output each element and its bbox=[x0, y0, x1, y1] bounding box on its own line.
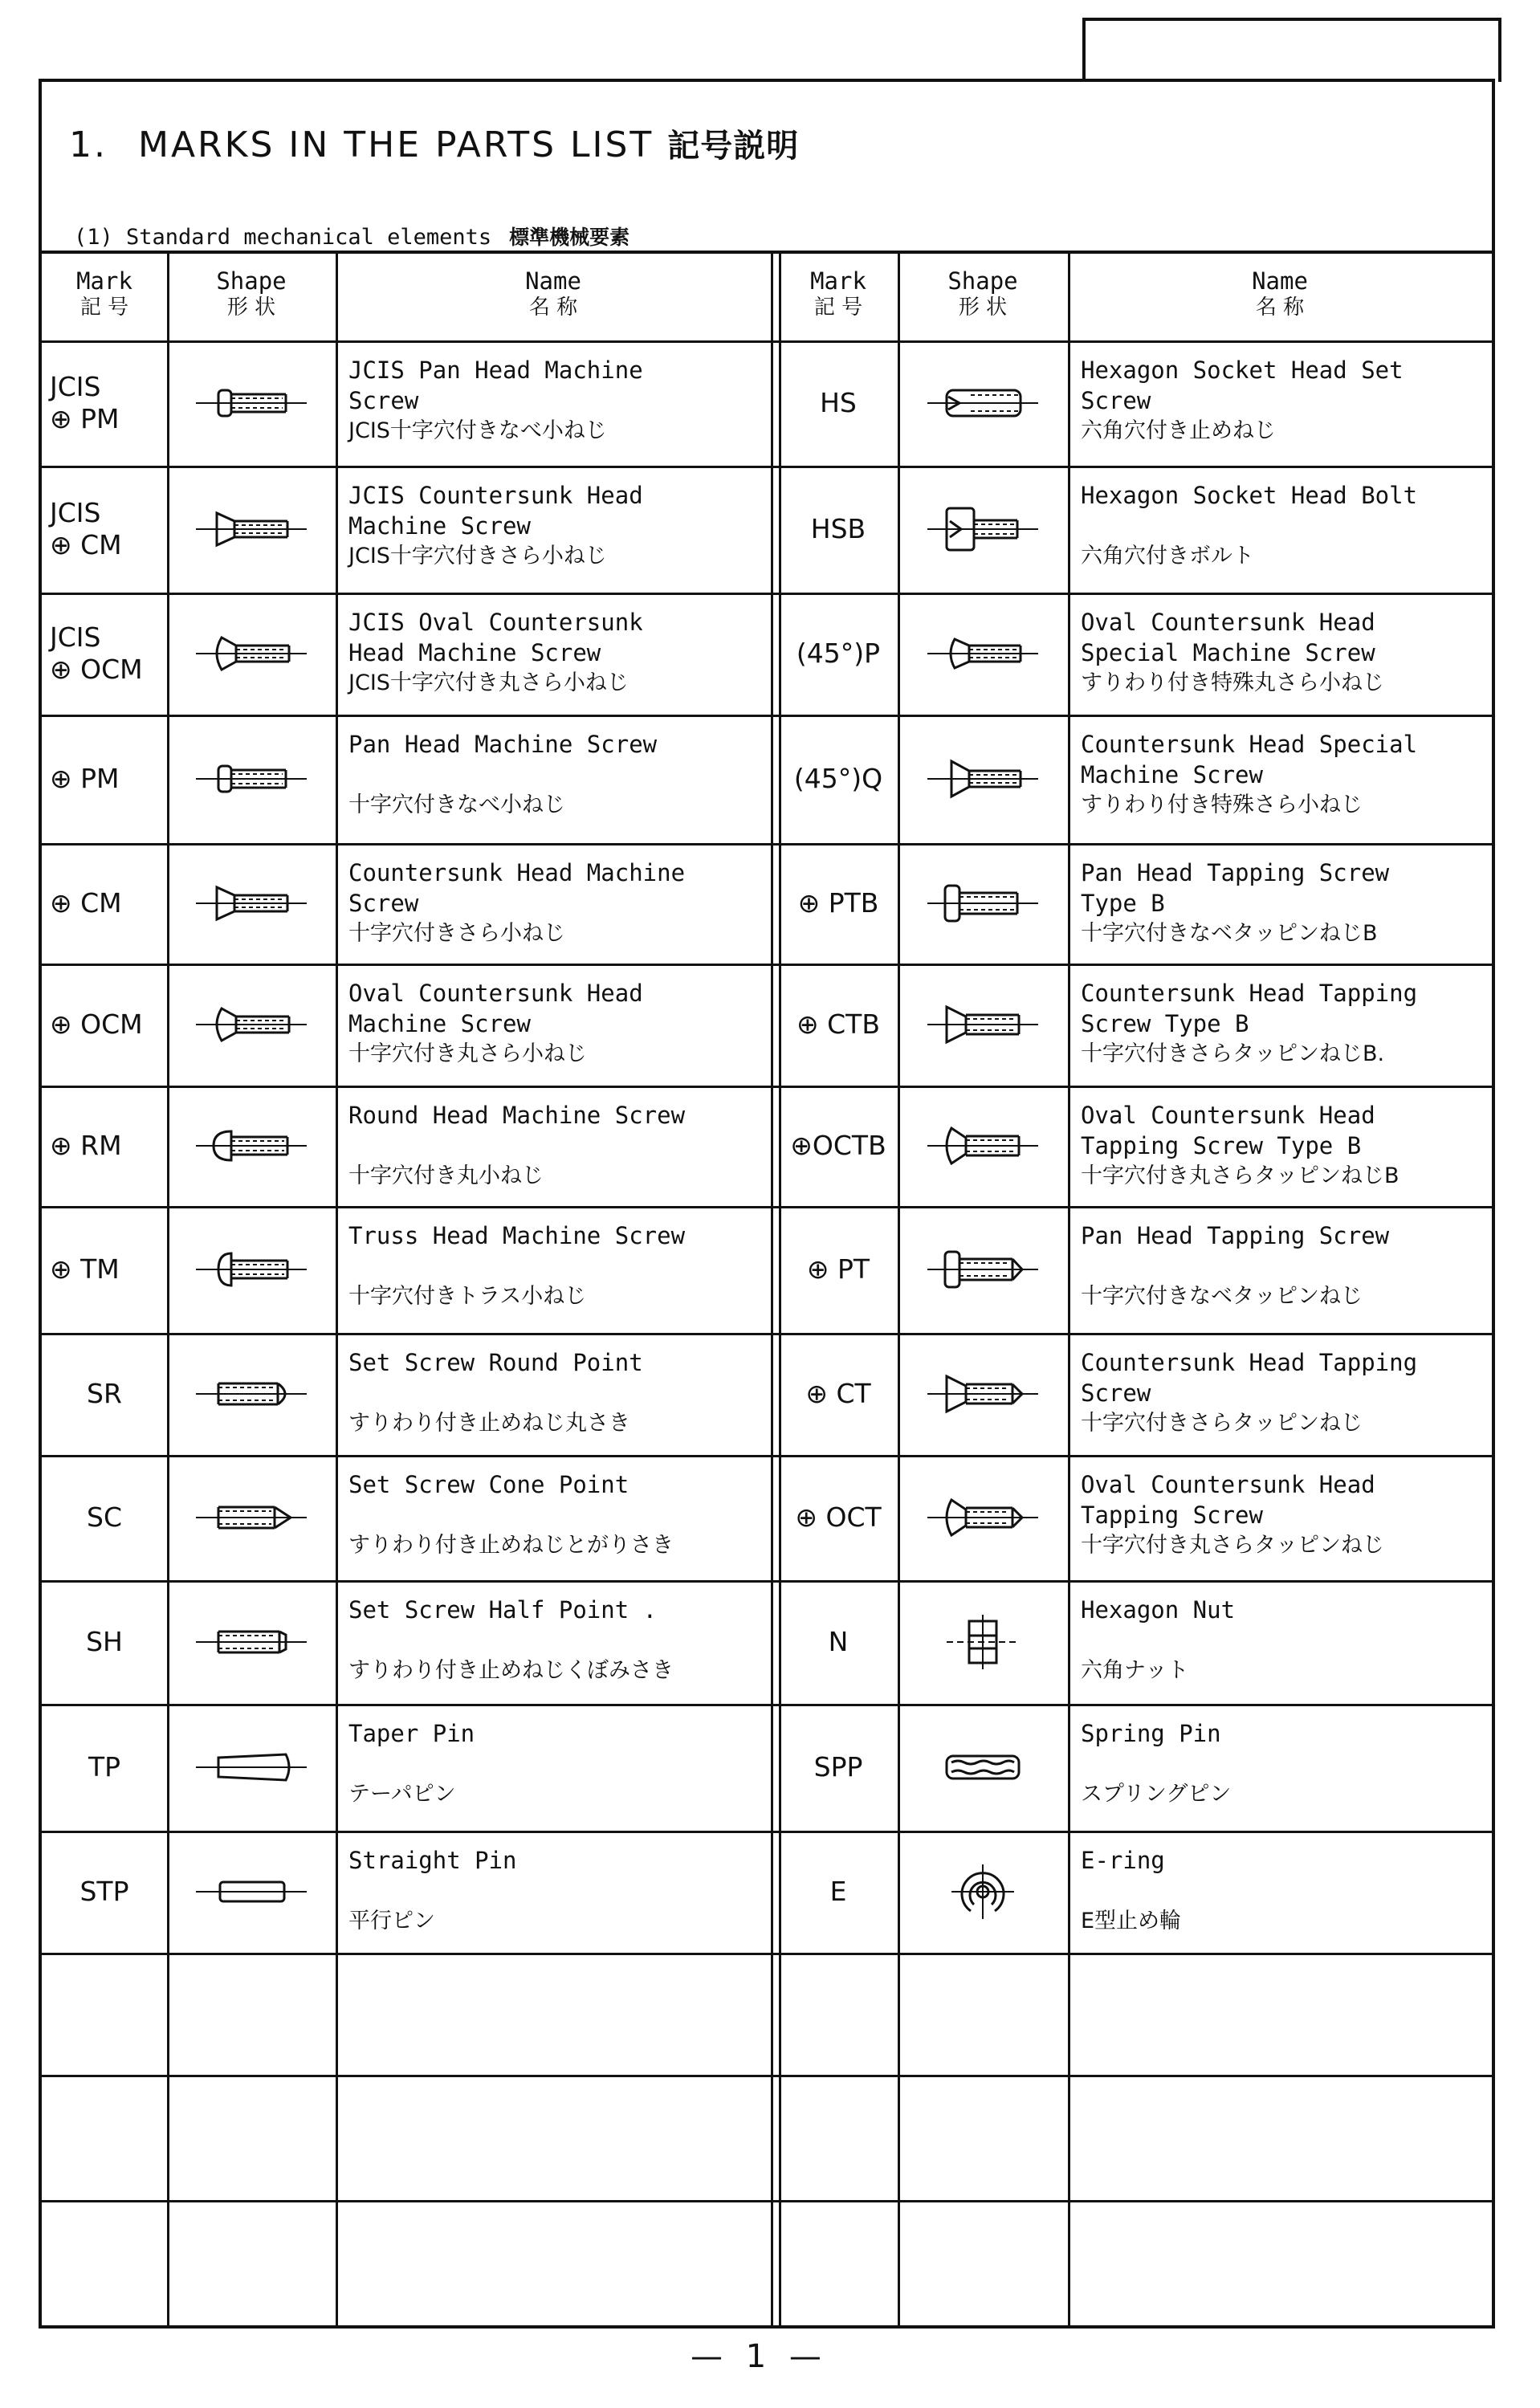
row-divider bbox=[42, 466, 1492, 468]
row-divider bbox=[42, 1704, 1492, 1706]
name-english: Round Head Machine Screw bbox=[348, 1102, 686, 1129]
set-screw-half-icon bbox=[191, 1613, 312, 1671]
name-english: Taper Pin bbox=[348, 1720, 475, 1747]
column-divider bbox=[898, 251, 900, 2327]
header-name-right-jp: 名 称 bbox=[1255, 295, 1305, 320]
name-english: Countersunk Head Special bbox=[1081, 731, 1418, 758]
mark-code: (45°)P bbox=[796, 638, 881, 669]
header-shape-right-en: Shape bbox=[947, 267, 1018, 295]
mark-code: JCIS bbox=[50, 621, 101, 653]
section-label-japanese: 標準機械要素 bbox=[509, 226, 630, 249]
shape-cell bbox=[191, 374, 312, 432]
name-cell bbox=[1081, 1100, 1399, 1192]
name-japanese: 十字穴付きトラス小ねじ bbox=[348, 1284, 587, 1309]
countersunk-tapping-screw-b-icon bbox=[923, 996, 1043, 1053]
mark-code: ⊕ RM bbox=[50, 1130, 122, 1161]
mark-code: SC bbox=[87, 1501, 122, 1533]
name-english: Set Screw Half Point . bbox=[348, 1596, 658, 1624]
mark-code: ⊕ PTB bbox=[797, 887, 879, 919]
name-english bbox=[1081, 511, 1417, 541]
shape-cell bbox=[923, 374, 1043, 432]
name-japanese: JCIS十字穴付きなべ小ねじ bbox=[348, 418, 607, 443]
name-japanese: 十字穴付き丸さら小ねじ bbox=[348, 1041, 587, 1066]
row-divider bbox=[42, 1953, 1492, 1955]
name-cell bbox=[348, 1469, 674, 1561]
name-cell bbox=[348, 978, 643, 1070]
name-english: Straight Pin bbox=[348, 1847, 517, 1874]
shape-cell bbox=[923, 1241, 1043, 1298]
mark-cell bbox=[787, 1130, 890, 1162]
mark-cell bbox=[50, 497, 159, 561]
title-number: 1. bbox=[69, 124, 108, 165]
name-english: Set Screw Cone Point bbox=[348, 1471, 629, 1498]
name-english: Machine Screw bbox=[1081, 761, 1263, 788]
name-cell bbox=[348, 858, 685, 949]
name-cell bbox=[1081, 858, 1389, 949]
row-divider bbox=[42, 2200, 1492, 2202]
header-shape-right bbox=[898, 268, 1068, 321]
name-english: Screw bbox=[1081, 1379, 1151, 1407]
name-english: Machine Screw bbox=[348, 512, 531, 540]
name-cell bbox=[348, 1718, 475, 1810]
column-divider bbox=[1068, 251, 1070, 2327]
row-divider bbox=[42, 964, 1492, 966]
hex-socket-bolt-icon bbox=[923, 500, 1043, 558]
shape-cell bbox=[923, 996, 1043, 1053]
shape-cell bbox=[191, 1365, 312, 1423]
mark-cell bbox=[787, 1378, 890, 1410]
name-cell bbox=[1081, 1845, 1181, 1937]
mark-cell bbox=[50, 371, 159, 435]
name-cell bbox=[348, 729, 657, 821]
oval-countersunk-screw-icon bbox=[191, 996, 312, 1053]
oval-countersunk-screw-icon bbox=[191, 625, 312, 682]
mark-code: HSB bbox=[810, 513, 866, 544]
mark-code: SPP bbox=[813, 1751, 863, 1783]
name-cell bbox=[1081, 607, 1384, 699]
name-english: Screw bbox=[348, 387, 419, 414]
mark-code: ⊕ CTB bbox=[796, 1008, 880, 1040]
name-english: Truss Head Machine Screw bbox=[348, 1222, 686, 1249]
truss-head-screw-icon bbox=[191, 1241, 312, 1298]
header-shape-en: Shape bbox=[216, 267, 287, 295]
name-english bbox=[348, 760, 657, 790]
name-japanese: 十字穴付きなべ小ねじ bbox=[348, 792, 565, 817]
name-english: Special Machine Screw bbox=[1081, 639, 1375, 666]
shape-cell bbox=[923, 500, 1043, 558]
name-english bbox=[348, 1876, 517, 1906]
shape-cell bbox=[191, 500, 312, 558]
round-head-screw-icon bbox=[191, 1117, 312, 1175]
mark-code: ⊕ OCM bbox=[50, 654, 143, 685]
name-english: JCIS Countersunk Head bbox=[348, 482, 643, 509]
name-english: E-ring bbox=[1081, 1847, 1165, 1874]
name-japanese: E型止め輪 bbox=[1081, 1909, 1182, 1933]
name-english bbox=[1081, 1625, 1235, 1656]
mark-cell bbox=[787, 763, 890, 795]
set-screw-round-icon bbox=[191, 1365, 312, 1423]
header-mark-right-en: Mark bbox=[810, 267, 866, 295]
name-english: Screw bbox=[1081, 387, 1151, 414]
name-cell bbox=[1081, 978, 1417, 1070]
shape-cell bbox=[923, 750, 1043, 808]
shape-cell bbox=[923, 1738, 1043, 1796]
shape-cell bbox=[191, 874, 312, 932]
mark-cell bbox=[50, 621, 159, 686]
countersunk-slotted-icon bbox=[923, 750, 1043, 808]
title-english: MARKS IN THE PARTS LIST bbox=[137, 124, 654, 165]
mark-cell bbox=[787, 1626, 890, 1658]
name-japanese: 十字穴付きさらタッピンねじB. bbox=[1081, 1041, 1385, 1066]
name-japanese: 十字穴付きさらタッピンねじ bbox=[1081, 1411, 1363, 1436]
name-english: Pan Head Tapping Screw bbox=[1081, 859, 1390, 886]
name-english: Hexagon Socket Head Bolt bbox=[1081, 482, 1418, 509]
name-japanese: テーパピン bbox=[348, 1782, 456, 1807]
mark-code: ⊕ PT bbox=[806, 1253, 870, 1285]
header-mark bbox=[42, 268, 167, 321]
mark-code: ⊕ OCT bbox=[795, 1501, 882, 1533]
mark-cell bbox=[50, 1751, 159, 1783]
mark-cell bbox=[787, 387, 890, 419]
spring-pin-icon bbox=[923, 1738, 1043, 1796]
mark-code: E bbox=[829, 1876, 847, 1907]
name-japanese: 六角ナット bbox=[1081, 1658, 1189, 1683]
row-divider bbox=[42, 1580, 1492, 1583]
header-name-en: Name bbox=[525, 267, 581, 295]
mark-cell bbox=[50, 1253, 159, 1285]
row-divider bbox=[42, 2075, 1492, 2077]
name-english: Set Screw Round Point bbox=[348, 1349, 643, 1376]
e-ring-icon bbox=[923, 1863, 1043, 1921]
mark-cell bbox=[787, 887, 890, 919]
mark-code: ⊕ TM bbox=[50, 1253, 120, 1285]
name-japanese: 平行ピン bbox=[348, 1909, 435, 1933]
name-english bbox=[348, 1378, 643, 1408]
section-label: (1) Standard mechanical elements bbox=[74, 225, 492, 250]
name-cell bbox=[1081, 480, 1417, 572]
mark-cell bbox=[787, 1751, 890, 1783]
name-english bbox=[348, 1251, 685, 1281]
row-divider bbox=[42, 1455, 1492, 1457]
name-japanese: 十字穴付き丸小ねじ bbox=[348, 1163, 544, 1188]
pan-tapping-screw-icon bbox=[923, 1241, 1043, 1298]
name-english: Head Machine Screw bbox=[348, 639, 601, 666]
pan-head-screw-icon bbox=[191, 750, 312, 808]
name-cell bbox=[1081, 1718, 1231, 1810]
mark-cell bbox=[50, 763, 159, 795]
name-japanese: 十字穴付きさら小ねじ bbox=[348, 921, 565, 946]
countersunk-screw-icon bbox=[191, 500, 312, 558]
header-mark-right bbox=[779, 268, 898, 321]
name-english: Countersunk Head Tapping bbox=[1081, 1349, 1418, 1376]
mark-code: ⊕ OCM bbox=[50, 1008, 143, 1040]
name-english: Oval Countersunk Head bbox=[1081, 1471, 1375, 1498]
header-shape-right-jp: 形 状 bbox=[958, 295, 1008, 320]
name-japanese: 十字穴付き丸さらタッピンねじ bbox=[1081, 1533, 1384, 1558]
shape-cell bbox=[923, 1117, 1043, 1175]
header-shape bbox=[167, 268, 336, 321]
hexagon-nut-icon bbox=[923, 1613, 1043, 1671]
name-cell bbox=[348, 480, 643, 572]
shape-cell bbox=[191, 1613, 312, 1671]
title-japanese: 記号説明 bbox=[667, 128, 800, 165]
countersunk-screw-icon bbox=[191, 874, 312, 932]
shape-cell bbox=[191, 1489, 312, 1546]
name-japanese: すりわり付き特殊さら小ねじ bbox=[1081, 792, 1363, 817]
column-divider bbox=[336, 251, 338, 2327]
page-title bbox=[69, 120, 799, 166]
name-cell bbox=[348, 607, 643, 699]
shape-cell bbox=[191, 750, 312, 808]
row-divider bbox=[42, 593, 1492, 595]
name-english: Pan Head Tapping Screw bbox=[1081, 1222, 1390, 1249]
name-english: Screw bbox=[348, 890, 419, 917]
name-english: Spring Pin bbox=[1081, 1720, 1221, 1747]
name-japanese: 十字穴付きなベタッピンねじ bbox=[1081, 1284, 1363, 1309]
mark-code: TP bbox=[88, 1751, 121, 1783]
column-divider bbox=[167, 251, 169, 2327]
name-japanese: JCIS十字穴付きさら小ねじ bbox=[348, 544, 607, 568]
oval-countersunk-tapping-screw-b-icon bbox=[923, 1117, 1043, 1175]
mark-code: SH bbox=[86, 1626, 123, 1657]
header-name-right bbox=[1068, 268, 1492, 321]
header-shape-jp: 形 状 bbox=[226, 295, 276, 320]
mark-code: ⊕OCTB bbox=[790, 1130, 886, 1161]
header-name bbox=[336, 268, 771, 321]
header-box bbox=[1082, 18, 1501, 82]
name-japanese: すりわり付き止めねじ丸さき bbox=[348, 1411, 630, 1436]
mark-cell bbox=[787, 638, 890, 670]
oval-countersunk-tapping-screw-icon bbox=[923, 1489, 1043, 1546]
section-heading bbox=[74, 222, 629, 251]
shape-cell bbox=[191, 1738, 312, 1796]
name-cell bbox=[1081, 1220, 1389, 1312]
mark-cell bbox=[50, 1378, 159, 1410]
name-english: Oval Countersunk Head bbox=[348, 980, 643, 1007]
mark-code: ⊕ CM bbox=[50, 529, 122, 560]
name-english bbox=[1081, 1251, 1389, 1281]
row-divider bbox=[42, 1206, 1492, 1208]
mark-code: ⊕ PM bbox=[50, 763, 120, 794]
page-number: — 1 — bbox=[691, 2338, 828, 2375]
name-english bbox=[348, 1749, 475, 1779]
name-english: Countersunk Head Tapping bbox=[1081, 980, 1418, 1007]
shape-cell bbox=[191, 1117, 312, 1175]
header-mark-right-jp: 記 号 bbox=[813, 295, 863, 320]
mark-code: STP bbox=[79, 1876, 129, 1907]
shape-cell bbox=[923, 625, 1043, 682]
name-english bbox=[1081, 1749, 1231, 1779]
shape-cell bbox=[923, 1863, 1043, 1921]
name-english: Tapping Screw bbox=[1081, 1501, 1263, 1529]
shape-cell bbox=[191, 625, 312, 682]
name-japanese: 六角穴付きボルト bbox=[1081, 544, 1254, 568]
shape-cell bbox=[191, 1241, 312, 1298]
row-divider bbox=[42, 251, 1492, 254]
mark-code: SR bbox=[87, 1378, 122, 1409]
name-english: JCIS Oval Countersunk bbox=[348, 609, 643, 636]
name-cell bbox=[1081, 1469, 1384, 1561]
row-divider bbox=[42, 1333, 1492, 1335]
name-cell bbox=[348, 1347, 643, 1439]
pan-head-screw-icon bbox=[191, 374, 312, 432]
name-cell bbox=[348, 1220, 685, 1312]
column-divider bbox=[771, 251, 773, 2327]
name-cell bbox=[1081, 1347, 1417, 1439]
mark-cell bbox=[50, 1626, 159, 1658]
name-japanese: すりわり付き特殊丸さら小ねじ bbox=[1081, 670, 1384, 695]
name-english: Oval Countersunk Head bbox=[1081, 609, 1375, 636]
hex-socket-set-screw-icon bbox=[923, 374, 1043, 432]
mark-code: ⊕ CM bbox=[50, 887, 122, 919]
countersunk-tapping-screw-icon bbox=[923, 1365, 1043, 1423]
name-japanese: JCIS十字穴付き丸さら小ねじ bbox=[348, 670, 629, 695]
row-divider bbox=[42, 1831, 1492, 1833]
name-english: Pan Head Machine Screw bbox=[348, 731, 658, 758]
mark-cell bbox=[787, 1876, 890, 1908]
shape-cell bbox=[923, 874, 1043, 932]
name-english: Hexagon Nut bbox=[1081, 1596, 1236, 1624]
header-name-jp: 名 称 bbox=[528, 295, 578, 320]
name-english bbox=[1081, 1876, 1181, 1906]
oval-countersunk-slotted-icon bbox=[923, 625, 1043, 682]
mark-cell bbox=[787, 1008, 890, 1041]
mark-cell bbox=[50, 1130, 159, 1162]
name-english: JCIS Pan Head Machine bbox=[348, 357, 643, 384]
name-english bbox=[348, 1131, 685, 1161]
row-divider bbox=[42, 715, 1492, 717]
name-english: Screw Type B bbox=[1081, 1010, 1249, 1037]
mark-code: (45°)Q bbox=[793, 763, 883, 794]
name-japanese: 六角穴付き止めねじ bbox=[1081, 418, 1276, 443]
name-cell bbox=[1081, 355, 1404, 446]
name-cell bbox=[348, 355, 643, 446]
name-english: Oval Countersunk Head bbox=[1081, 1102, 1375, 1129]
name-english: Tapping Screw Type B bbox=[1081, 1132, 1362, 1159]
name-cell bbox=[1081, 729, 1417, 821]
taper-pin-icon bbox=[191, 1738, 312, 1796]
shape-cell bbox=[923, 1365, 1043, 1423]
mark-code: JCIS bbox=[50, 497, 101, 528]
column-divider bbox=[779, 251, 781, 2327]
mark-cell bbox=[787, 1253, 890, 1285]
shape-cell bbox=[923, 1489, 1043, 1546]
pan-tapping-screw-b-icon bbox=[923, 874, 1043, 932]
mark-cell bbox=[50, 1008, 159, 1041]
mark-code: JCIS bbox=[50, 371, 101, 402]
header-mark-jp: 記 号 bbox=[79, 295, 129, 320]
mark-cell bbox=[787, 1501, 890, 1534]
header-mark-en: Mark bbox=[76, 267, 132, 295]
mark-code: ⊕ PM bbox=[50, 403, 120, 434]
mark-cell bbox=[50, 1876, 159, 1908]
row-divider bbox=[42, 843, 1492, 845]
name-japanese: スプリングピン bbox=[1081, 1782, 1232, 1807]
name-english bbox=[348, 1625, 674, 1656]
shape-cell bbox=[191, 996, 312, 1053]
name-cell bbox=[348, 1845, 517, 1937]
header-name-right-en: Name bbox=[1252, 267, 1308, 295]
mark-cell bbox=[50, 887, 159, 919]
name-japanese: 十字穴付き丸さらタッピンねじB bbox=[1081, 1163, 1399, 1188]
name-english: Machine Screw bbox=[348, 1010, 531, 1037]
row-divider bbox=[42, 1086, 1492, 1088]
shape-cell bbox=[923, 1613, 1043, 1671]
set-screw-cone-icon bbox=[191, 1489, 312, 1546]
name-cell bbox=[348, 1100, 685, 1192]
name-english: Type B bbox=[1081, 890, 1165, 917]
mark-code: HS bbox=[820, 387, 857, 418]
row-divider bbox=[42, 340, 1492, 343]
mark-code: ⊕ CT bbox=[805, 1378, 871, 1409]
name-japanese: すりわり付き止めねじとがりさき bbox=[348, 1533, 674, 1558]
name-english: Countersunk Head Machine bbox=[348, 859, 686, 886]
name-japanese: すりわり付き止めねじくぼみさき bbox=[348, 1658, 674, 1683]
name-cell bbox=[348, 1595, 674, 1686]
name-english: Hexagon Socket Head Set bbox=[1081, 357, 1404, 384]
name-cell bbox=[1081, 1595, 1235, 1686]
mark-cell bbox=[50, 1501, 159, 1534]
mark-cell bbox=[787, 513, 890, 545]
mark-code: N bbox=[828, 1626, 849, 1657]
name-japanese: 十字穴付きなベタッピンねじB bbox=[1081, 921, 1378, 946]
straight-pin-icon bbox=[191, 1863, 312, 1921]
shape-cell bbox=[191, 1863, 312, 1921]
name-english bbox=[348, 1500, 674, 1530]
